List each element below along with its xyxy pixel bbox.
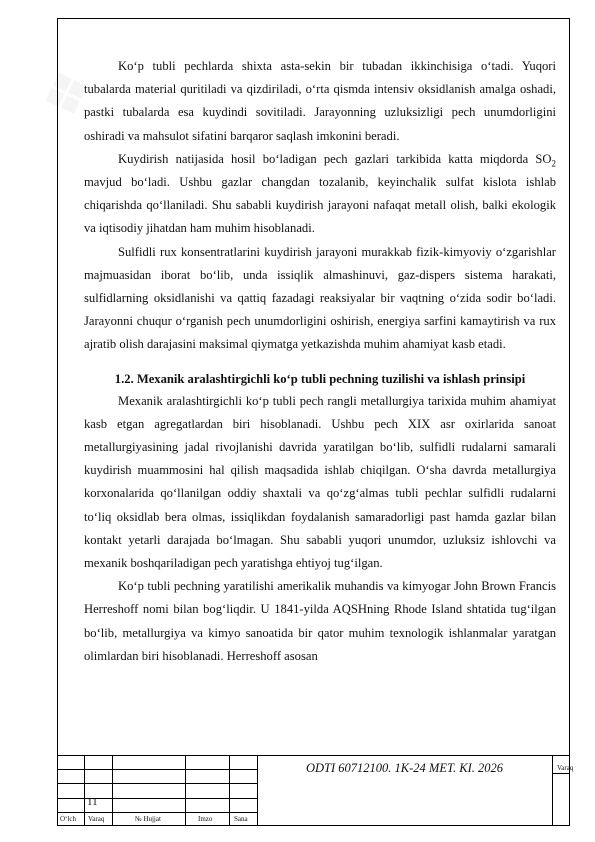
paragraph-2: Kuydirish natijasida hosil bo‘ladigan pech gazlari tarkibida katta miqdorda $SO_2$ mavjud bo‘ladi. Ushbu gazlar changdan tozalanib, keyinchalik sulfat kislota ishlab chiqarishda qo‘llaniladi. Shu sababli kuydirish jarayoni nafaqat metall olish, balki ekologik va iqtisodiy jihatdan ham muhim hisoblanadi. — [84, 151, 556, 236]
paragraph-3: Sulfidli rux konsentratlarini kuydirish jarayoni murakkab fizik-kimyoviy o‘zgarishlar majmuasidan iborat bo‘lib, unda issiqlik almashinuvi, gaz-dispers sistema harakati, sulfidlarning oksidlanishi va qattiq fazadagi reaksiyalar bir vaqtning o‘zida sodir bo‘ladi. Jarayonni chuqur o‘rganish pech unumdorligini oshirish, energiya sarfini kamaytirish va rux ajratib olish darajasini maksimal qiymatga yetkazishda muhim ahamiyat kasb etadi. — [84, 244, 556, 352]
title-block-stamp — [57, 755, 574, 826]
section-heading: 1.2. Mexanik aralashtirgichli ko‘p tubli pechning tuzilishi va ishlash prinsipi — [114, 371, 526, 386]
col-olch-label: O‘lch — [60, 815, 76, 823]
subscript: 2 — [551, 158, 556, 169]
document-code: ODTI 60712100. 1K-24 MET. KI. 2026 — [306, 761, 503, 775]
watermark: ❖ — [29, 52, 105, 138]
sheet-label: Varaq — [557, 764, 574, 772]
paragraph-5: Ko‘p tubli pechning yaratilishi amerikalik muhandis va kimyogar John Brown Francis Herreshoff nomi bilan bog‘liqdir. U 1841-yilda AQSHning Rhode Island shtatida tug‘ilgan bo‘lib, metallurgiya va kimyo sanoatida bir qator muhim texnologik ishlanmalar yaratgan olimlardan biri hisoblanadi. Herreshoff asosan — [84, 579, 556, 663]
paragraph-1: Ko‘p tubli pechlarda shixta asta-sekin bir tubadan ikkinchisiga o‘tadi. Yuqori tubalarda material quritiladi va qizdiriladi, o‘rta qismda intensiv oksidlanish amalga oshadi, pastki tubalarda esa kuydindi sovitiladi. Jarayonning uzluksizligi pech unumdorligini oshiradi va mahsulot sifatini barqaror saqlash imkonini beradi. — [84, 59, 556, 143]
paragraph-4: Mexanik aralashtirgichli ko‘p tubli pech rangli metallurgiya tarixida muhim ahamiyat kasb etgan agregatlardan biri hisoblanadi. Ushbu pech XIX asr oxirlarida sanoat metallurgiyasining jadal rivojlanishi davrida yaratilgan bo‘lib, sulfidli rudalarni samarali kuydirish muammosini hal qilish maqsadida ishlab chiqilgan. O‘sha davrda metallurgiya korxonalarida qo‘llanilgan oddiy shaxtali va qo‘zg‘almas tubli pechlar sulfidli rudalarni to‘liq oksidlab bera olmas, issiqlikdan foydalanish samaradorligi past hamda gazlar bilan kontakt yetarli darajada bo‘lmagan. Shu sababli yuqori unumdor, uzluksiz ishlovchi va mexanik boshqariladigan pech yaratishga ehtiyoj tug‘ilgan. — [84, 393, 556, 571]
col-hujjat-label: № Hujjat — [135, 815, 161, 823]
col-imzo-label: Imzo — [198, 815, 213, 823]
col-sana-label: Sana — [234, 815, 248, 823]
page-number: 11 — [87, 796, 98, 808]
col-varaq-label: Varaq — [88, 815, 105, 823]
document-body — [84, 55, 556, 668]
